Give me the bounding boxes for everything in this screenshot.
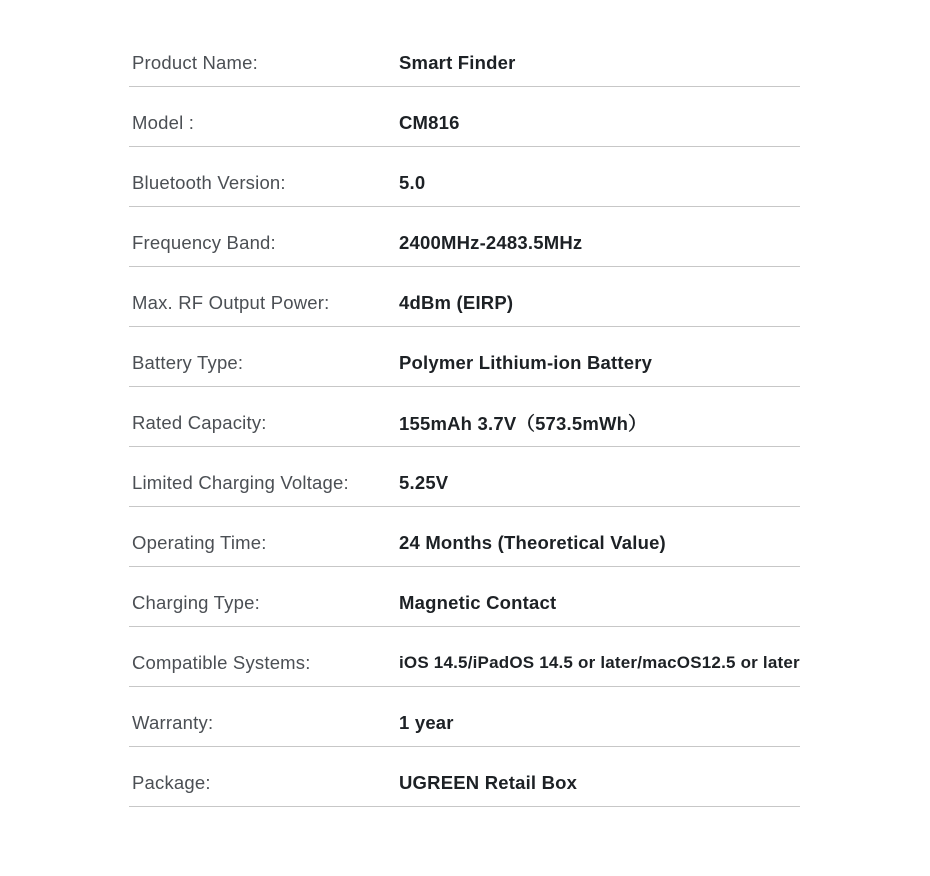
spec-value: iOS 14.5/iPadOS 14.5 or later/macOS12.5 or later <box>399 653 800 672</box>
spec-row-rated-capacity <box>129 387 800 447</box>
spec-row-bluetooth-version <box>129 147 800 207</box>
spec-value: CM816 <box>399 112 460 133</box>
spec-row-compatible-systems <box>129 627 800 687</box>
spec-label: Frequency Band: <box>132 232 276 253</box>
spec-label: Limited Charging Voltage: <box>132 472 349 493</box>
spec-label: Warranty: <box>132 712 214 733</box>
spec-value: 5.0 <box>399 172 426 193</box>
spec-row-charging-type <box>129 567 800 627</box>
spec-row-product-name <box>129 27 800 87</box>
spec-label: Max. RF Output Power: <box>132 292 330 313</box>
spec-row-battery-type <box>129 327 800 387</box>
spec-value: 155mAh 3.7V（573.5mWh） <box>399 413 647 434</box>
spec-value: UGREEN Retail Box <box>399 772 578 793</box>
spec-label: Package: <box>132 772 211 793</box>
spec-label: Rated Capacity: <box>132 412 267 433</box>
spec-row-frequency-band <box>129 207 800 267</box>
spec-label: Charging Type: <box>132 592 260 613</box>
spec-row-package <box>129 747 800 807</box>
spec-value: 1 year <box>399 712 454 733</box>
spec-value: 24 Months (Theoretical Value) <box>399 532 666 553</box>
spec-label: Battery Type: <box>132 352 244 373</box>
spec-value: Polymer Lithium-ion Battery <box>399 352 653 373</box>
spec-value: Magnetic Contact <box>399 592 557 613</box>
spec-value: 4dBm (EIRP) <box>399 292 514 313</box>
spec-value: 2400MHz-2483.5MHz <box>399 232 583 253</box>
spec-row-max-rf-output-power <box>129 267 800 327</box>
spec-row-operating-time <box>129 507 800 567</box>
spec-label: Product Name: <box>132 52 258 73</box>
product-spec-table <box>129 27 800 807</box>
spec-row-warranty <box>129 687 800 747</box>
spec-label: Model : <box>132 112 195 133</box>
spec-label: Operating Time: <box>132 532 267 553</box>
spec-row-model <box>129 87 800 147</box>
spec-value: Smart Finder <box>399 52 516 73</box>
spec-label: Compatible Systems: <box>132 652 311 673</box>
spec-row-limited-charging-voltage <box>129 447 800 507</box>
spec-value: 5.25V <box>399 472 449 493</box>
spec-label: Bluetooth Version: <box>132 172 286 193</box>
